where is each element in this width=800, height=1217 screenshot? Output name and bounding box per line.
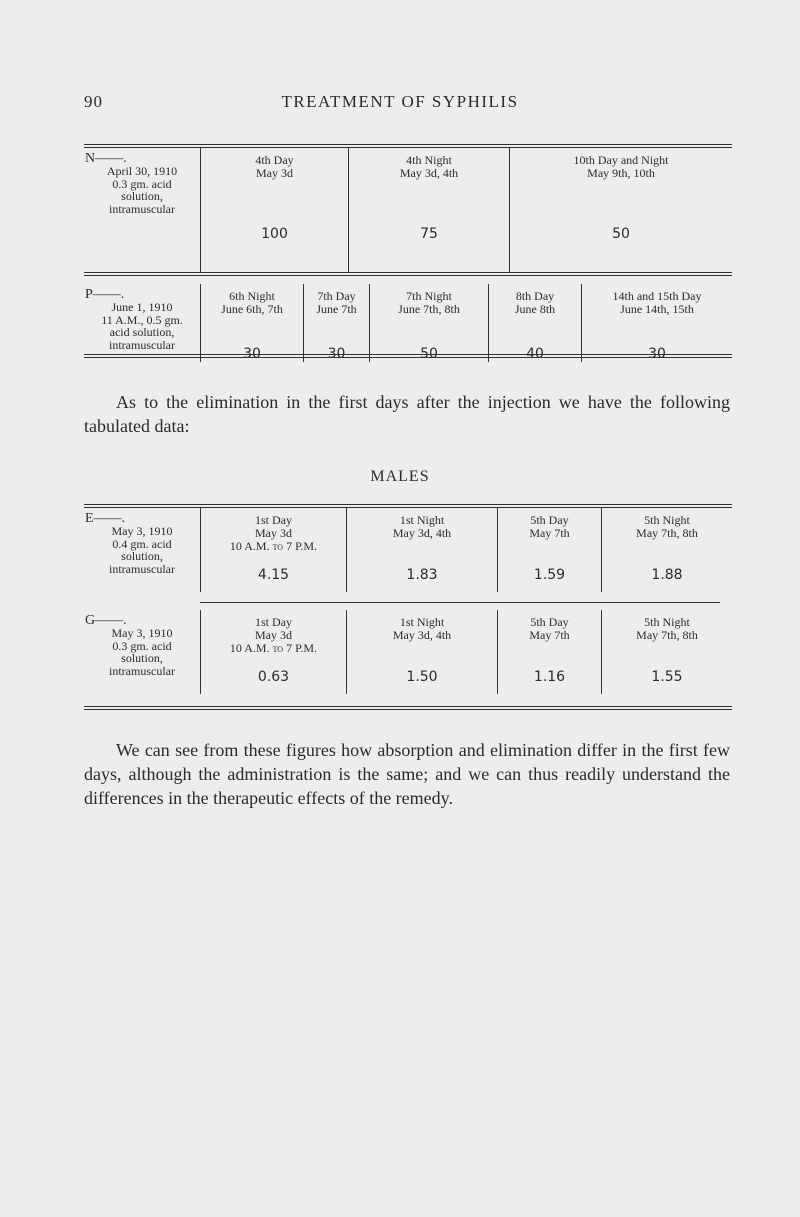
paragraph-conclusion: We can see from these figures how absorption and elimination differ in the first few days, although the administration is the same; and we can thus readily understand the differences in the therapeutic effects of the remedy. (84, 740, 730, 808)
table1-col: 4th Night May 3d, 4th 75 (349, 148, 510, 272)
running-title: TREATMENT OF SYPHILIS (281, 92, 519, 111)
table3-col: 1st Day May 3d 10 A.M. to 7 P.M. 4.15 (201, 508, 347, 592)
table3-col: 5th Night May 7th, 8th 1.88 (602, 508, 733, 592)
table2-col: 7th Night June 7th, 8th 50 (370, 284, 489, 362)
table2 (84, 284, 732, 362)
page-number: 90 (84, 92, 103, 111)
table3-bottom-rule (200, 602, 720, 603)
table3 (84, 508, 732, 592)
table3-col: 1st Night May 3d, 4th 1.83 (347, 508, 498, 592)
table2-label: P——. June 1, 1910 11 A.M., 0.5 gm. acid solution, intramuscular (85, 287, 183, 352)
table4-col: 1st Night May 3d, 4th 1.50 (347, 610, 498, 694)
table2-col: 6th Night June 6th, 7th 30 (201, 284, 304, 362)
table1-col: 4th Day May 3d 100 (201, 148, 349, 272)
table4-bottom-rule (84, 706, 732, 710)
table2-bottom-rule (84, 354, 732, 358)
table4-col: 5th Night May 7th, 8th 1.55 (602, 610, 733, 694)
table4-label: G——. May 3, 1910 0.3 gm. acid solution, intramuscular (85, 613, 175, 678)
table3-label: E——. May 3, 1910 0.4 gm. acid solution, intramuscular (85, 511, 175, 576)
table4-col: 1st Day May 3d 10 A.M. to 7 P.M. 0.63 (201, 610, 347, 694)
table1-bottom-rule (84, 272, 732, 276)
table1 (84, 148, 732, 272)
table1-label: N——. April 30, 1910 0.3 gm. acid solution, intramuscular (85, 151, 178, 216)
section-title: MALES (370, 468, 430, 485)
table2-col: 8th Day June 8th 40 (489, 284, 582, 362)
paragraph-intro: As to the elimination in the first days after the injection we have the following tabulated data: (84, 392, 730, 436)
table3-col: 5th Day May 7th 1.59 (498, 508, 602, 592)
table4 (84, 610, 732, 694)
table4-col: 5th Day May 7th 1.16 (498, 610, 602, 694)
table2-col: 7th Day June 7th 30 (304, 284, 370, 362)
table1-col: 10th Day and Night May 9th, 10th 50 (510, 148, 733, 272)
table2-col: 14th and 15th Day June 14th, 15th 30 (582, 284, 733, 362)
